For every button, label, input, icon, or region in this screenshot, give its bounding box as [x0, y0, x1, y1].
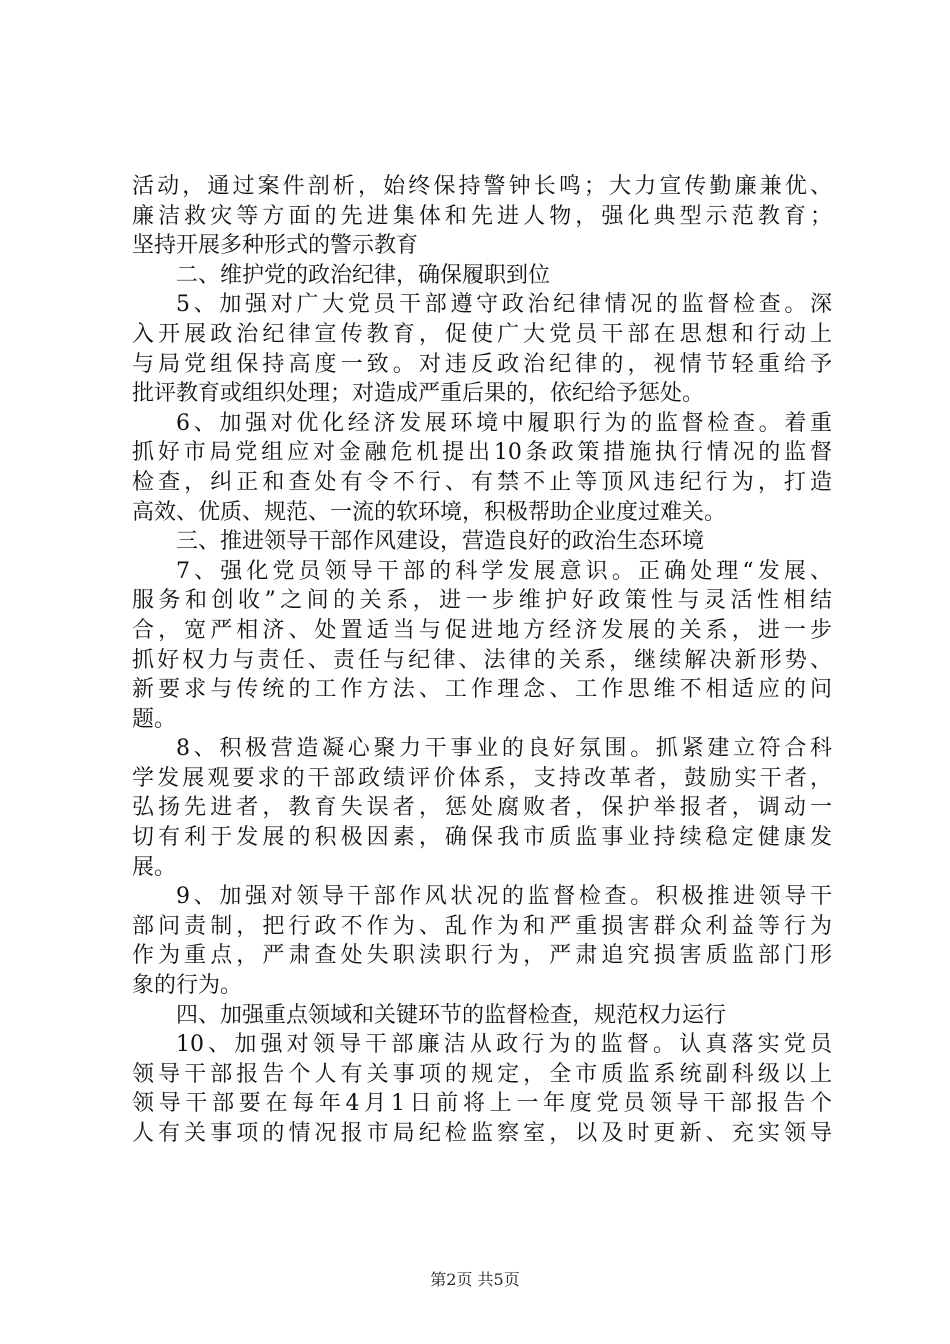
text-line: 抓好权力与责任、责任与纪律、法律的关系，继续解决新形势、 [132, 647, 832, 673]
text-line: 象的行为。 [132, 973, 243, 999]
text-line: 四、加强重点领域和关键环节的监督检查，规范权力运行 [176, 1002, 727, 1028]
text-line: 入开展政治纪律宣传教育，促使广大党员干部在思想和行动上 [132, 321, 832, 347]
text-line: 题。 [132, 706, 177, 732]
text-line: 服务和创收”之间的关系，进一步维护好政策性与灵活性相结 [132, 588, 832, 614]
text-line: 人有关事项的情况报市局纪检监察室，以及时更新、充实领导 [132, 1121, 832, 1146]
text-line: 8、积极营造凝心聚力干事业的良好氛围。抓紧建立符合科 [176, 736, 832, 762]
text-line: 新要求与传统的工作方法、工作理念、工作思维不相适应的问 [132, 677, 832, 703]
text-line: 学发展观要求的干部政绩评价体系，支持改革者，鼓励实干者， [132, 765, 832, 791]
text-line: 抓好市局党组应对金融危机提出10条政策措施执行情况的监督 [132, 440, 832, 466]
text-line: 二、维护党的政治纪律，确保履职到位 [176, 262, 551, 288]
text-line: 领导干部报告个人有关事项的规定，全市质监系统副科级以上 [132, 1061, 832, 1087]
text-line: 5、加强对广大党员干部遵守政治纪律情况的监督检查。深 [176, 292, 832, 318]
text-line: 合，宽严相济、处置适当与促进地方经济发展的关系，进一步 [132, 617, 832, 643]
document-body [132, 172, 832, 1149]
text-line: 廉洁救灾等方面的先进集体和先进人物，强化典型示范教育； [132, 203, 832, 229]
text-line: 7、强化党员领导干部的科学发展意识。正确处理“发展、 [176, 558, 832, 584]
text-line: 10、加强对领导干部廉洁从政行为的监督。认真落实党员 [176, 1032, 832, 1058]
text-line: 部问责制，把行政不作为、乱作为和严重损害群众利益等行为 [132, 913, 832, 939]
text-line: 活动，通过案件剖析，始终保持警钟长鸣；大力宣传勤廉兼优、 [132, 174, 832, 199]
page-footer: 第2页 共5页 [430, 1270, 520, 1289]
text-line: 9、加强对领导干部作风状况的监督检查。积极推进领导干 [176, 884, 832, 910]
text-line: 坚持开展多种形式的警示教育 [132, 233, 419, 259]
text-line: 展。 [132, 854, 177, 880]
text-line: 与局党组保持高度一致。对违反政治纪律的，视情节轻重给予 [132, 351, 832, 377]
text-line: 三、推进领导干部作风建设，营造良好的政治生态环境 [176, 529, 705, 555]
text-line: 切有利于发展的积极因素，确保我市质监事业持续稳定健康发 [132, 825, 832, 851]
text-line: 领导干部要在每年4月1日前将上一年度党员领导干部报告个 [132, 1091, 832, 1117]
text-line: 批评教育或组织处理；对造成严重后果的，依纪给予惩处。 [132, 381, 705, 407]
text-line: 高效、优质、规范、一流的软环境，积极帮助企业度过难关。 [132, 499, 727, 525]
text-line: 作为重点，严肃查处失职渎职行为，严肃追究损害质监部门形 [132, 943, 832, 969]
text-line: 6、加强对优化经济发展环境中履职行为的监督检查。着重 [176, 410, 832, 436]
text-line: 弘扬先进者，教育失误者，惩处腐败者，保护举报者，调动一 [132, 795, 832, 821]
text-line: 检查，纠正和查处有令不行、有禁不止等顶风违纪行为，打造 [132, 469, 832, 495]
